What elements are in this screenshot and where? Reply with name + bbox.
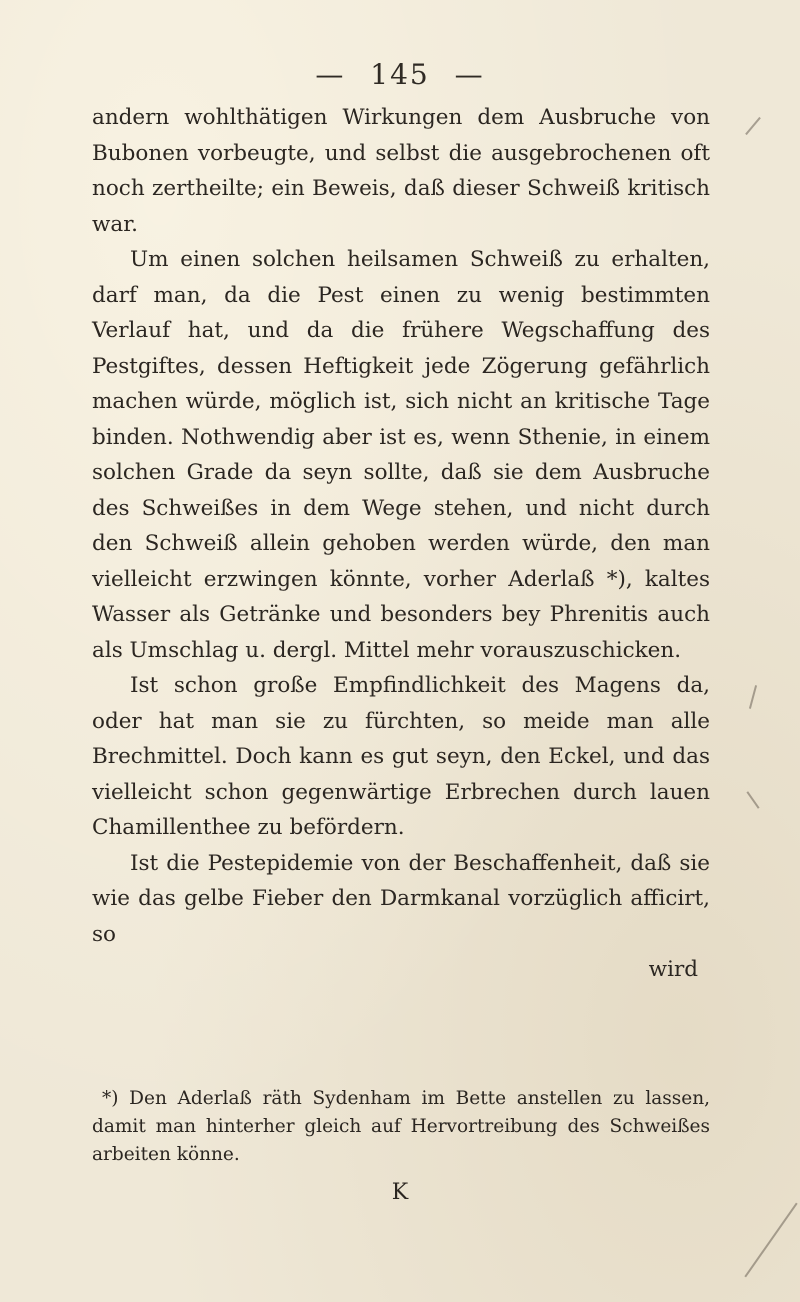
header-right-dash: — <box>454 58 485 91</box>
margin-mark <box>745 117 761 135</box>
paragraph-4: Ist die Pestepidemie von der Beschaffenheit, daß sie wie das gelbe Fieber den Darmkanal vorzüglich afficirt, so <box>92 850 710 947</box>
margin-mark <box>749 685 757 709</box>
page-header <box>0 58 800 91</box>
margin-mark <box>746 791 759 809</box>
body-text <box>92 100 710 988</box>
footnote <box>92 1085 710 1169</box>
paragraph-3: Ist schon große Empfindlichkeit des Magens da, oder hat man sie zu fürchten, so meide man alle Brechmittel. Doch kann es gut seyn, den Eckel, und das vielleicht schon gegenwärtige Erbrechen durch lauen Chamillenthee zu befördern. <box>92 673 710 840</box>
signature-mark: K <box>391 1180 409 1205</box>
margin-mark <box>744 1203 797 1278</box>
paragraph-1: andern wohlthätigen Wirkungen dem Ausbruche von Bubonen vorbeugte, und selbst die ausgebrochenen oft noch zertheilte; ein Beweis, daß dieser Schweiß kritisch war. <box>92 105 710 237</box>
catchword: wird <box>648 957 698 982</box>
paragraph-2: Um einen solchen heilsamen Schweiß zu erhalten, darf man, da die Pest einen zu wenig bestimmten Verlauf hat, und da die frühere Wegschaffung des Pestgiftes, dessen Heftigkeit jede Zögerung gefährlich machen würde, möglich ist, sich nicht an kritische Tage binden. Nothwendig aber ist es, wenn Sthenie, in einem solchen Grade da seyn sollte, daß sie dem Ausbruche des Schweißes in dem Wege stehen, und nicht durch den Schweiß allein gehoben werden würde, den man vielleicht erzwingen könnte, vorher Aderlaß *), kaltes Wasser als Getränke und besonders bey Phrenitis auch als Umschlag u. dergl. Mittel mehr vorauszuschicken. <box>92 247 710 663</box>
header-left-dash: — <box>315 58 346 91</box>
footnote-text: *) Den Aderlaß räth Sydenham im Bette anstellen zu lassen, damit man hinterher gleich auf Hervortreibung des Schweißes arbeiten könne. <box>92 1088 710 1165</box>
page-number: 145 <box>370 58 430 91</box>
